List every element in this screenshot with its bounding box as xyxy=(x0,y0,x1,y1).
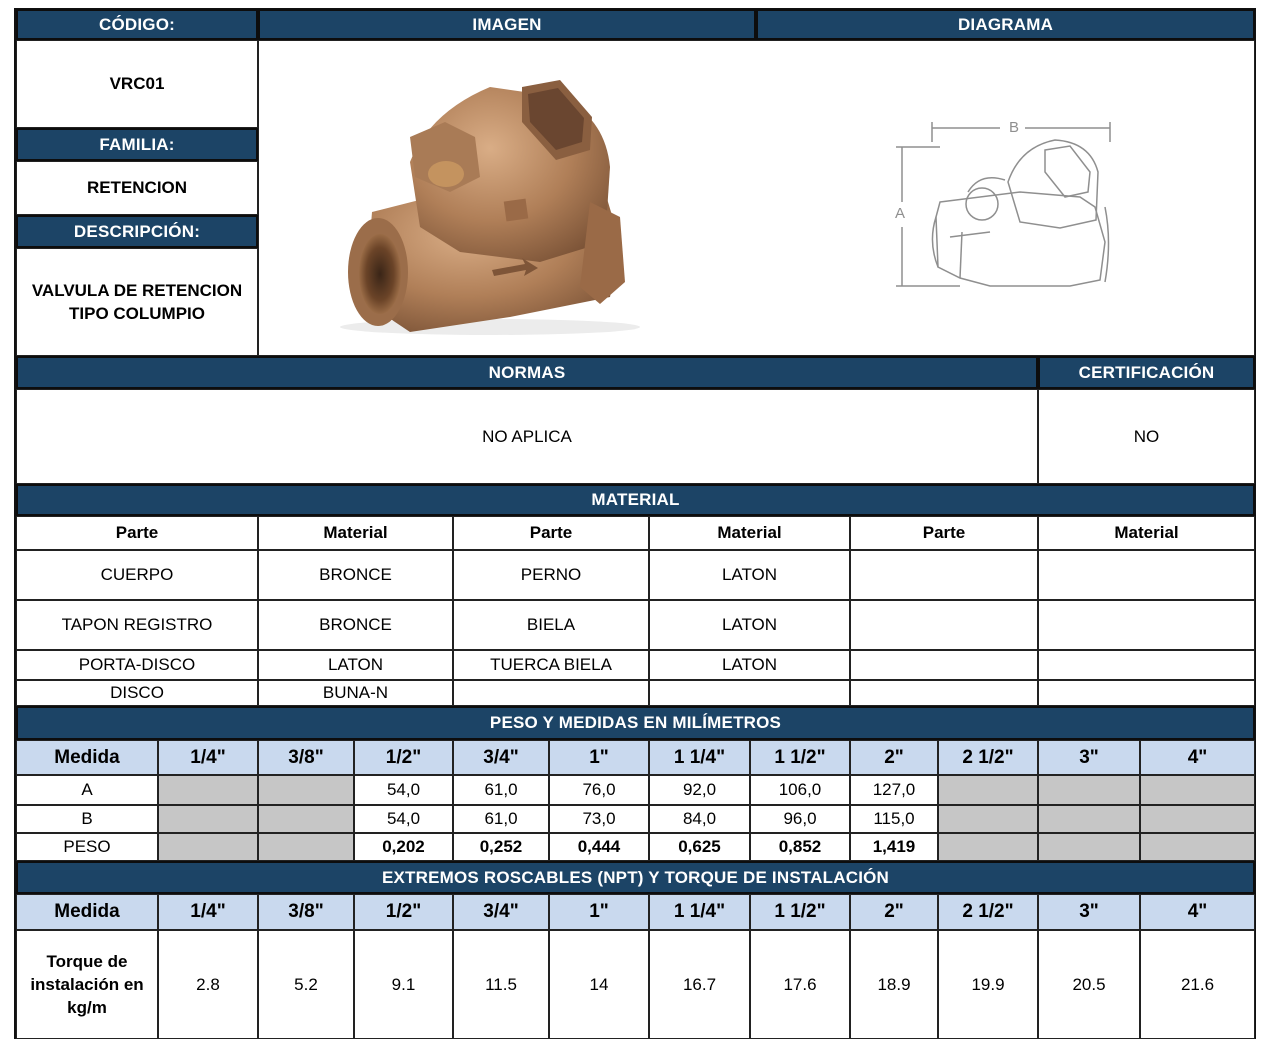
extremos-size-header xyxy=(850,894,938,930)
material-cell xyxy=(258,600,453,650)
extremos-size-header xyxy=(549,894,649,930)
normas-header-label: NORMAS xyxy=(488,362,566,382)
peso-cell-text: 54,0 xyxy=(386,809,421,828)
material-cell xyxy=(16,550,258,600)
peso-cell xyxy=(1140,833,1255,861)
material-col-header xyxy=(453,516,649,550)
material-cell xyxy=(453,600,649,650)
peso-size-header-text: 1 1/2" xyxy=(774,746,826,768)
extremos-size-header-text: 2 1/2" xyxy=(962,901,1014,922)
peso-size-header xyxy=(938,740,1038,775)
peso-size-header-text: 3/8" xyxy=(288,746,324,768)
peso-size-header xyxy=(1140,740,1255,775)
peso-cell xyxy=(938,775,1038,805)
imagen-header-label: IMAGEN xyxy=(472,14,542,34)
extremos-size-header xyxy=(354,894,453,930)
torque-value xyxy=(850,930,938,1039)
material-cell xyxy=(850,680,1038,706)
peso-cell xyxy=(850,805,938,833)
torque-value-text: 11.5 xyxy=(485,974,517,994)
imagen-header xyxy=(258,9,756,40)
material-col-header xyxy=(258,516,453,550)
descripcion-value xyxy=(16,248,258,356)
extremos-size-header-text: 1 1/4" xyxy=(673,901,726,922)
peso-size-header xyxy=(549,740,649,775)
peso-cell xyxy=(258,775,354,805)
extremos-size-header xyxy=(158,894,258,930)
peso-cell-text: 84,0 xyxy=(682,809,717,828)
peso-size-header-text: 1/4" xyxy=(190,746,226,768)
peso-cell-text: 0,625 xyxy=(678,837,721,856)
diagrama-header-label: DIAGRAMA xyxy=(957,14,1054,34)
torque-value-text: 9.1 xyxy=(391,974,416,994)
peso-size-header-text: 1/2" xyxy=(385,746,422,768)
peso-cell xyxy=(649,775,750,805)
material-cell-text: LATON xyxy=(721,655,778,674)
material-cell-text: CUERPO xyxy=(100,565,174,584)
material-cell-text: BRONCE xyxy=(319,615,392,634)
normas-header xyxy=(16,356,1038,389)
certificacion-header-label: CERTIFICACIÓN xyxy=(1078,362,1215,382)
peso-size-header-text: 1" xyxy=(589,746,609,768)
familia-text: RETENCION xyxy=(86,178,188,197)
peso-cell-text: 76,0 xyxy=(582,780,616,799)
extremos-size-header-text: 1/2" xyxy=(385,901,422,922)
torque-value-text: 17.6 xyxy=(783,974,817,994)
material-cell xyxy=(649,600,850,650)
material-cell xyxy=(1038,650,1255,680)
peso-size-header xyxy=(16,740,158,775)
peso-row-label-text: PESO xyxy=(63,837,111,856)
material-cell xyxy=(258,650,453,680)
diagram-label-a: A xyxy=(894,205,906,222)
extremos-size-header xyxy=(1140,894,1255,930)
peso-cell xyxy=(354,775,453,805)
material-cell-text: BIELA xyxy=(526,615,576,634)
normas-text: NO APLICA xyxy=(482,426,572,446)
material-cell xyxy=(453,650,649,680)
extremos-size-header-text: 3" xyxy=(1079,901,1099,922)
peso-cell xyxy=(354,833,453,861)
peso-size-header xyxy=(750,740,850,775)
certificacion-text: NO xyxy=(1133,426,1160,446)
peso-size-header xyxy=(354,740,453,775)
torque-value-text: 2.8 xyxy=(196,974,220,994)
peso-cell-text: 127,0 xyxy=(872,780,916,799)
peso-cell-text: 0,202 xyxy=(382,837,425,856)
peso-cell xyxy=(1038,775,1140,805)
extremos-size-header xyxy=(938,894,1038,930)
material-cell-text: LATON xyxy=(721,615,778,634)
normas-value xyxy=(16,389,1038,484)
peso-cell xyxy=(938,805,1038,833)
torque-value xyxy=(158,930,258,1039)
torque-label-line: instalación en xyxy=(30,975,144,994)
material-cell-text: BRONCE xyxy=(319,565,392,584)
peso-cell-text: 92,0 xyxy=(682,780,717,799)
material-cell-text: LATON xyxy=(327,655,384,674)
extremos-size-header-text: 1/4" xyxy=(190,901,226,922)
descripcion-line-2: TIPO COLUMPIO xyxy=(69,304,205,323)
material-col-header-text: Parte xyxy=(529,523,573,542)
material-col-header-text: Material xyxy=(323,523,388,542)
material-col-header-text: Material xyxy=(717,523,782,542)
peso-size-header xyxy=(850,740,938,775)
material-cell xyxy=(258,550,453,600)
extremos-size-header xyxy=(750,894,850,930)
material-cell xyxy=(16,600,258,650)
peso-cell xyxy=(354,805,453,833)
peso-cell xyxy=(649,805,750,833)
torque-value xyxy=(354,930,453,1039)
peso-cell xyxy=(158,775,258,805)
peso-cell xyxy=(258,805,354,833)
extremos-size-header xyxy=(16,894,158,930)
peso-cell xyxy=(750,833,850,861)
extremos-size-header xyxy=(258,894,354,930)
torque-value-text: 20.5 xyxy=(1072,974,1106,994)
peso-cell-text: 54,0 xyxy=(386,780,421,799)
extremos-size-header xyxy=(1038,894,1140,930)
material-col-header xyxy=(850,516,1038,550)
peso-row-label xyxy=(16,833,158,861)
peso-cell xyxy=(258,833,354,861)
peso-cell xyxy=(750,805,850,833)
material-cell xyxy=(258,680,453,706)
torque-value xyxy=(649,930,750,1039)
extremos-size-header xyxy=(649,894,750,930)
peso-cell-text: 73,0 xyxy=(582,809,616,828)
torque-value-text: 19.9 xyxy=(971,974,1005,994)
material-col-header-text: Parte xyxy=(922,523,966,542)
peso-cell-text: 115,0 xyxy=(873,809,915,828)
peso-size-header-text: 3" xyxy=(1079,746,1099,768)
peso-cell xyxy=(549,775,649,805)
codigo-text: VRC01 xyxy=(109,74,165,93)
material-cell xyxy=(649,650,850,680)
peso-cell-text: 96,0 xyxy=(783,809,817,828)
extremos-header xyxy=(16,861,1255,894)
material-col-header xyxy=(16,516,258,550)
material-col-header-text: Material xyxy=(1114,523,1179,542)
peso-cell xyxy=(750,775,850,805)
material-cell xyxy=(1038,680,1255,706)
peso-row-label-text: A xyxy=(81,780,93,799)
media-canvas xyxy=(260,42,1253,354)
peso-size-header-text: 2 1/2" xyxy=(962,746,1014,768)
extremos-size-header-text: Medida xyxy=(54,901,120,922)
diagrama-header xyxy=(756,9,1255,40)
torque-label-line: kg/m xyxy=(67,998,107,1017)
peso-cell xyxy=(649,833,750,861)
extremos-size-header-text: 3/4" xyxy=(483,901,519,922)
peso-cell xyxy=(1140,775,1255,805)
torque-value-text: 14 xyxy=(589,974,609,994)
certificacion-header xyxy=(1038,356,1255,389)
peso-row-label-text: B xyxy=(81,809,93,828)
familia-header-label: FAMILIA: xyxy=(99,134,175,154)
diagram-label-b: B xyxy=(1008,119,1020,136)
extremos-size-header-text: 2" xyxy=(884,901,904,922)
peso-cell xyxy=(1140,805,1255,833)
peso-size-header xyxy=(649,740,750,775)
peso-cell-text: 0,444 xyxy=(577,837,621,856)
descripcion-line-1: VALVULA DE RETENCION xyxy=(31,281,243,300)
valve-photo xyxy=(340,80,640,335)
image-diagram-area xyxy=(258,40,1255,356)
material-cell xyxy=(649,550,850,600)
extremos-size-header-text: 1 1/2" xyxy=(774,901,826,922)
material-cell xyxy=(16,650,258,680)
torque-value xyxy=(258,930,354,1039)
material-cell xyxy=(453,550,649,600)
material-cell-text: TAPON REGISTRO xyxy=(61,615,213,634)
peso-cell-text: 61,0 xyxy=(484,780,518,799)
descripcion-header xyxy=(16,215,258,248)
material-cell-text: PERNO xyxy=(520,565,582,584)
torque-value xyxy=(1140,930,1255,1039)
torque-value xyxy=(453,930,549,1039)
peso-cell-text: 0,252 xyxy=(479,837,523,856)
peso-header xyxy=(16,706,1255,740)
dimension-diagram xyxy=(896,122,1110,286)
torque-value-text: 18.9 xyxy=(877,974,911,994)
peso-size-header xyxy=(158,740,258,775)
peso-cell-text: 106,0 xyxy=(778,780,822,799)
material-title: MATERIAL xyxy=(591,490,680,509)
familia-header xyxy=(16,128,258,161)
material-cell xyxy=(649,680,850,706)
peso-cell xyxy=(453,775,549,805)
material-col-header xyxy=(1038,516,1255,550)
peso-row-label xyxy=(16,775,158,805)
familia-value xyxy=(16,161,258,215)
torque-value-text: 5.2 xyxy=(294,974,318,994)
peso-size-header-text: 1 1/4" xyxy=(673,746,726,768)
peso-cell xyxy=(453,805,549,833)
material-cell xyxy=(850,550,1038,600)
material-header xyxy=(16,484,1255,516)
peso-size-header-text: 4" xyxy=(1187,746,1208,768)
torque-value-text: 21.6 xyxy=(1180,974,1215,994)
peso-cell xyxy=(549,805,649,833)
codigo-header-label: CÓDIGO: xyxy=(98,14,175,34)
peso-cell-text: 0,852 xyxy=(778,837,822,856)
peso-cell xyxy=(938,833,1038,861)
peso-cell xyxy=(1038,805,1140,833)
peso-cell xyxy=(453,833,549,861)
material-col-header-text: Parte xyxy=(115,523,159,542)
torque-value xyxy=(549,930,649,1039)
material-cell-text: LATON xyxy=(721,565,778,584)
extremos-size-header-text: 3/8" xyxy=(288,901,324,922)
material-cell-text: PORTA-DISCO xyxy=(78,655,196,674)
material-cell xyxy=(1038,550,1255,600)
peso-size-header-text: Medida xyxy=(54,746,120,768)
material-cell-text: TUERCA BIELA xyxy=(490,655,612,674)
material-cell xyxy=(1038,600,1255,650)
torque-label-line: Torque de xyxy=(46,952,128,971)
codigo-header xyxy=(16,9,258,40)
peso-size-header-text: 2" xyxy=(884,746,904,768)
peso-row-label xyxy=(16,805,158,833)
peso-cell xyxy=(549,833,649,861)
peso-size-header-text: 3/4" xyxy=(483,746,519,768)
extremos-size-header-text: 1" xyxy=(589,901,609,922)
torque-value-text: 16.7 xyxy=(682,974,717,994)
peso-cell xyxy=(158,805,258,833)
material-col-header xyxy=(649,516,850,550)
torque-label xyxy=(16,930,158,1039)
torque-value xyxy=(938,930,1038,1039)
peso-cell xyxy=(850,833,938,861)
extremos-size-header-text: 4" xyxy=(1187,901,1208,922)
peso-size-header xyxy=(453,740,549,775)
descripcion-header-label: DESCRIPCIÓN: xyxy=(73,221,201,241)
material-cell xyxy=(850,650,1038,680)
peso-size-header xyxy=(258,740,354,775)
torque-value xyxy=(1038,930,1140,1039)
material-cell xyxy=(453,680,649,706)
extremos-title: EXTREMOS ROSCABLES (NPT) Y TORQUE DE INSTALACIÓN xyxy=(381,867,890,887)
peso-cell-text: 1,419 xyxy=(872,837,916,856)
peso-cell xyxy=(158,833,258,861)
extremos-size-header xyxy=(453,894,549,930)
material-cell xyxy=(16,680,258,706)
peso-cell xyxy=(1038,833,1140,861)
peso-cell xyxy=(850,775,938,805)
peso-cell-text: 61,0 xyxy=(484,809,518,828)
material-cell-text: DISCO xyxy=(110,683,164,702)
peso-title: PESO Y MEDIDAS EN MILÍMETROS xyxy=(489,713,782,732)
certificacion-value xyxy=(1038,389,1255,484)
peso-size-header xyxy=(1038,740,1140,775)
material-cell xyxy=(850,600,1038,650)
torque-value xyxy=(750,930,850,1039)
codigo-value xyxy=(16,40,258,128)
material-cell-text: BUNA-N xyxy=(322,683,389,702)
